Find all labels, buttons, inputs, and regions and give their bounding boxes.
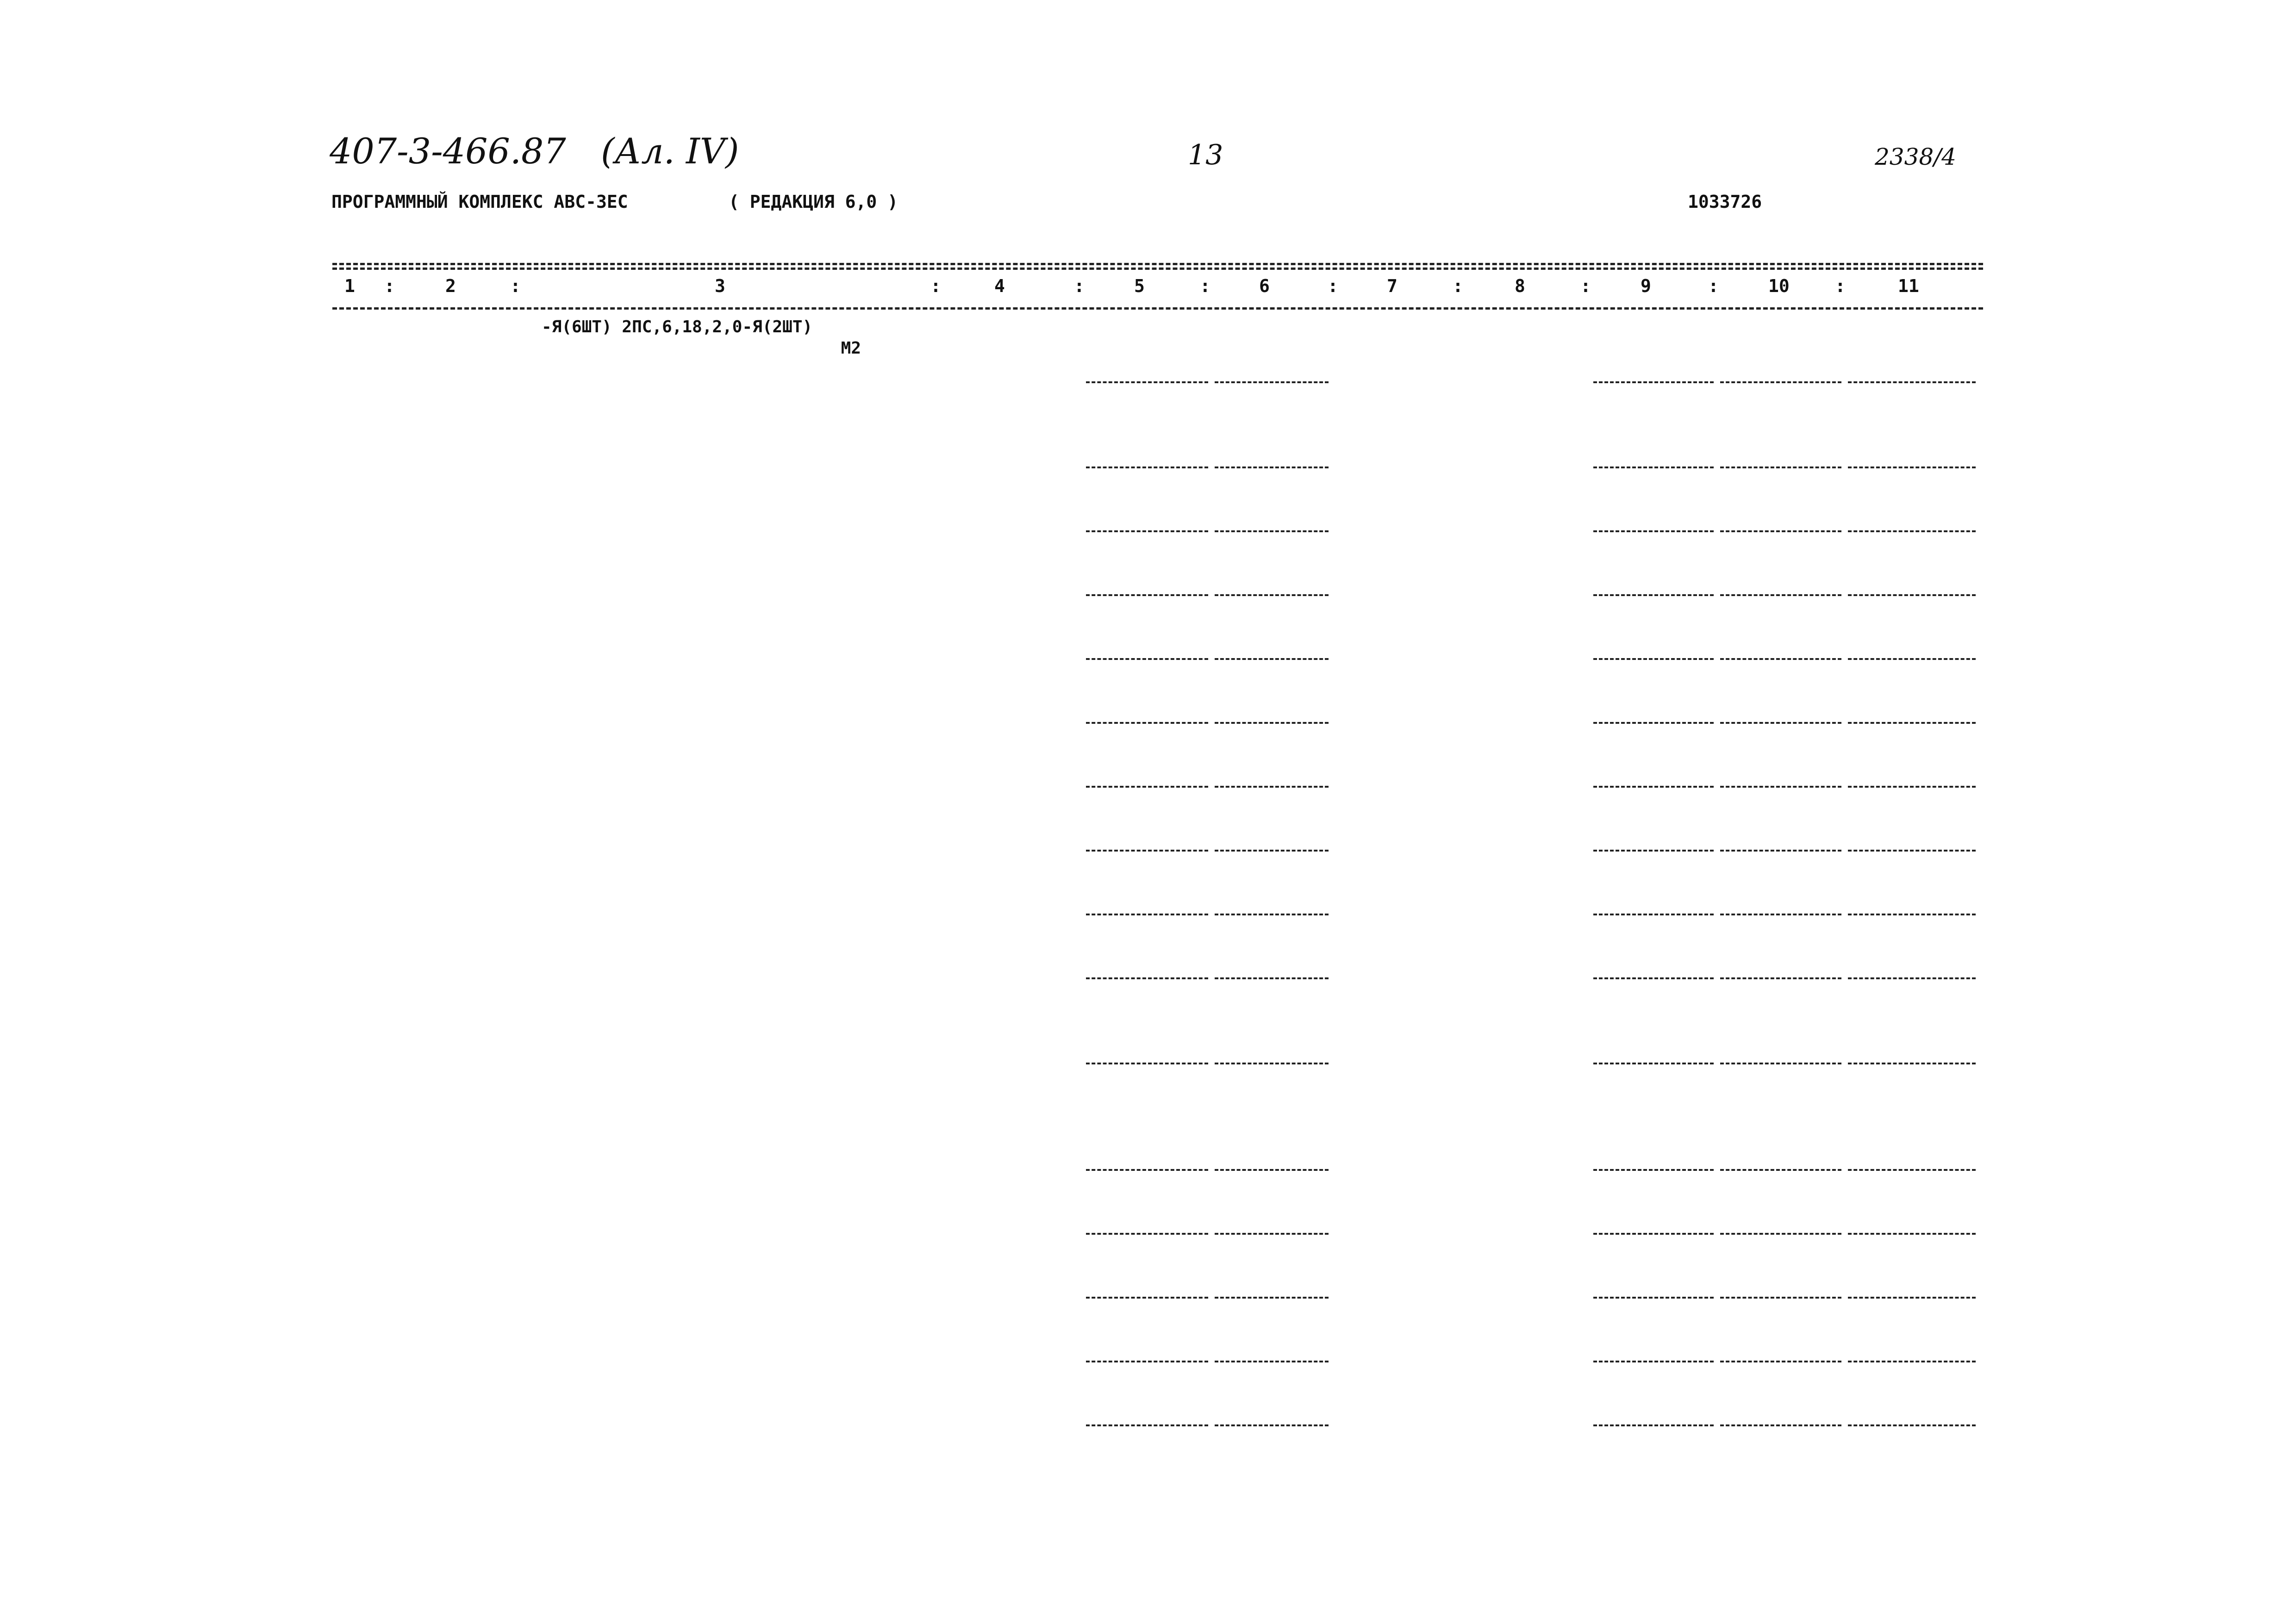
value-underline: [1086, 1063, 1208, 1064]
column-separator: :: [1328, 276, 1338, 296]
value-underline: [1720, 1169, 1841, 1171]
value-underline: [1720, 466, 1841, 468]
value-underline: [1215, 466, 1329, 468]
column-header-6: 6: [1259, 276, 1270, 296]
value-underline: [1720, 658, 1841, 660]
value-underline: [1215, 1169, 1329, 1171]
column-separator: :: [510, 276, 521, 296]
value-underline: [1593, 1361, 1714, 1362]
value-underline: [1215, 594, 1329, 596]
value-underline: [1215, 722, 1329, 724]
value-underline: [1848, 658, 1976, 660]
column-separator: :: [384, 276, 395, 296]
value-underline: [1848, 1361, 1976, 1362]
value-underline: [1720, 914, 1841, 915]
value-underline: [1086, 786, 1208, 788]
column-separator: :: [1200, 276, 1210, 296]
document-id: 1033726: [1688, 192, 1762, 212]
value-underline: [1215, 1063, 1329, 1064]
value-underline: [1848, 530, 1976, 532]
value-underline: [1720, 1063, 1841, 1064]
column-header-9: 9: [1641, 276, 1651, 296]
value-underline: [1848, 1169, 1976, 1171]
value-underline: [1593, 977, 1714, 979]
value-underline: [1215, 1361, 1329, 1362]
value-underline: [1086, 1424, 1208, 1426]
value-underline: [1593, 1233, 1714, 1235]
value-underline: [1086, 594, 1208, 596]
value-underline: [1720, 594, 1841, 596]
value-underline: [1720, 381, 1841, 383]
value-underline: [1215, 850, 1329, 852]
value-underline: [1848, 1297, 1976, 1299]
column-separator: :: [1074, 276, 1085, 296]
column-separator: :: [1708, 276, 1719, 296]
value-underline: [1086, 466, 1208, 468]
value-underline: [1720, 977, 1841, 979]
value-underline: [1215, 530, 1329, 532]
value-underline: [1848, 466, 1976, 468]
document-code: 407-3-466.87: [330, 131, 566, 172]
value-underline: [1215, 786, 1329, 788]
value-underline: [1720, 1424, 1841, 1426]
value-underline: [1215, 381, 1329, 383]
value-underline: [1720, 1297, 1841, 1299]
program-edition: ( РЕДАКЦИЯ 6,0 ): [729, 192, 898, 212]
column-separator: :: [1453, 276, 1463, 296]
program-title: ПРОГРАММНЫЙ КОМПЛЕКС АВС-3ЕС: [331, 192, 628, 212]
value-underline: [1593, 1424, 1714, 1426]
value-underline: [1086, 977, 1208, 979]
value-underline: [1086, 1361, 1208, 1362]
value-underline: [1086, 658, 1208, 660]
value-underline: [1086, 914, 1208, 915]
column-header-10: 10: [1768, 276, 1790, 296]
value-underline: [1848, 1233, 1976, 1235]
value-underline: [1215, 977, 1329, 979]
value-underline: [1848, 1063, 1976, 1064]
value-underline: [1086, 1297, 1208, 1299]
column-header-8: 8: [1515, 276, 1525, 296]
value-underline: [1720, 850, 1841, 852]
value-underline: [1593, 1169, 1714, 1171]
value-underline: [1086, 1169, 1208, 1171]
column-header-1: 1: [344, 276, 355, 296]
column-header-2: 2: [445, 276, 456, 296]
page-number: 13: [1188, 139, 1223, 171]
value-underline: [1848, 850, 1976, 852]
value-underline: [1720, 530, 1841, 532]
sheet-code: 2338/4: [1875, 143, 1956, 170]
value-underline: [1593, 914, 1714, 915]
value-underline: [1720, 722, 1841, 724]
value-underline: [1086, 530, 1208, 532]
column-separator: :: [1580, 276, 1591, 296]
column-header-7: 7: [1387, 276, 1398, 296]
carryover-unit: М2: [841, 339, 861, 358]
value-underline: [1593, 466, 1714, 468]
value-underline: [1593, 594, 1714, 596]
carryover-desc-line: -Я(6ШТ) 2ПС,6,18,2,0-Я(2ШТ): [542, 317, 813, 336]
value-underline: [1848, 914, 1976, 915]
column-header-4: 4: [994, 276, 1005, 296]
value-underline: [1086, 850, 1208, 852]
value-underline: [1593, 658, 1714, 660]
value-underline: [1720, 1233, 1841, 1235]
value-underline: [1593, 381, 1714, 383]
album-number: (Ал. IV): [601, 131, 739, 172]
value-underline: [1848, 594, 1976, 596]
column-header-11: 11: [1898, 276, 1919, 296]
value-underline: [1593, 722, 1714, 724]
value-underline: [1720, 786, 1841, 788]
value-underline: [1215, 1233, 1329, 1235]
value-underline: [1848, 786, 1976, 788]
value-underline: [1086, 722, 1208, 724]
value-underline: [1593, 1063, 1714, 1064]
value-underline: [1593, 850, 1714, 852]
value-underline: [1720, 1361, 1841, 1362]
column-header-3: 3: [715, 276, 725, 296]
value-underline: [1848, 1424, 1976, 1426]
value-underline: [1215, 914, 1329, 915]
value-underline: [1086, 1233, 1208, 1235]
value-underline: [1593, 530, 1714, 532]
value-underline: [1593, 786, 1714, 788]
column-header-5: 5: [1134, 276, 1145, 296]
value-underline: [1848, 381, 1976, 383]
value-underline: [1215, 1424, 1329, 1426]
column-separator: :: [1835, 276, 1846, 296]
value-underline: [1215, 658, 1329, 660]
column-separator: :: [930, 276, 941, 296]
value-underline: [1215, 1297, 1329, 1299]
value-underline: [1593, 1297, 1714, 1299]
value-underline: [1848, 722, 1976, 724]
value-underline: [1086, 381, 1208, 383]
value-underline: [1848, 977, 1976, 979]
